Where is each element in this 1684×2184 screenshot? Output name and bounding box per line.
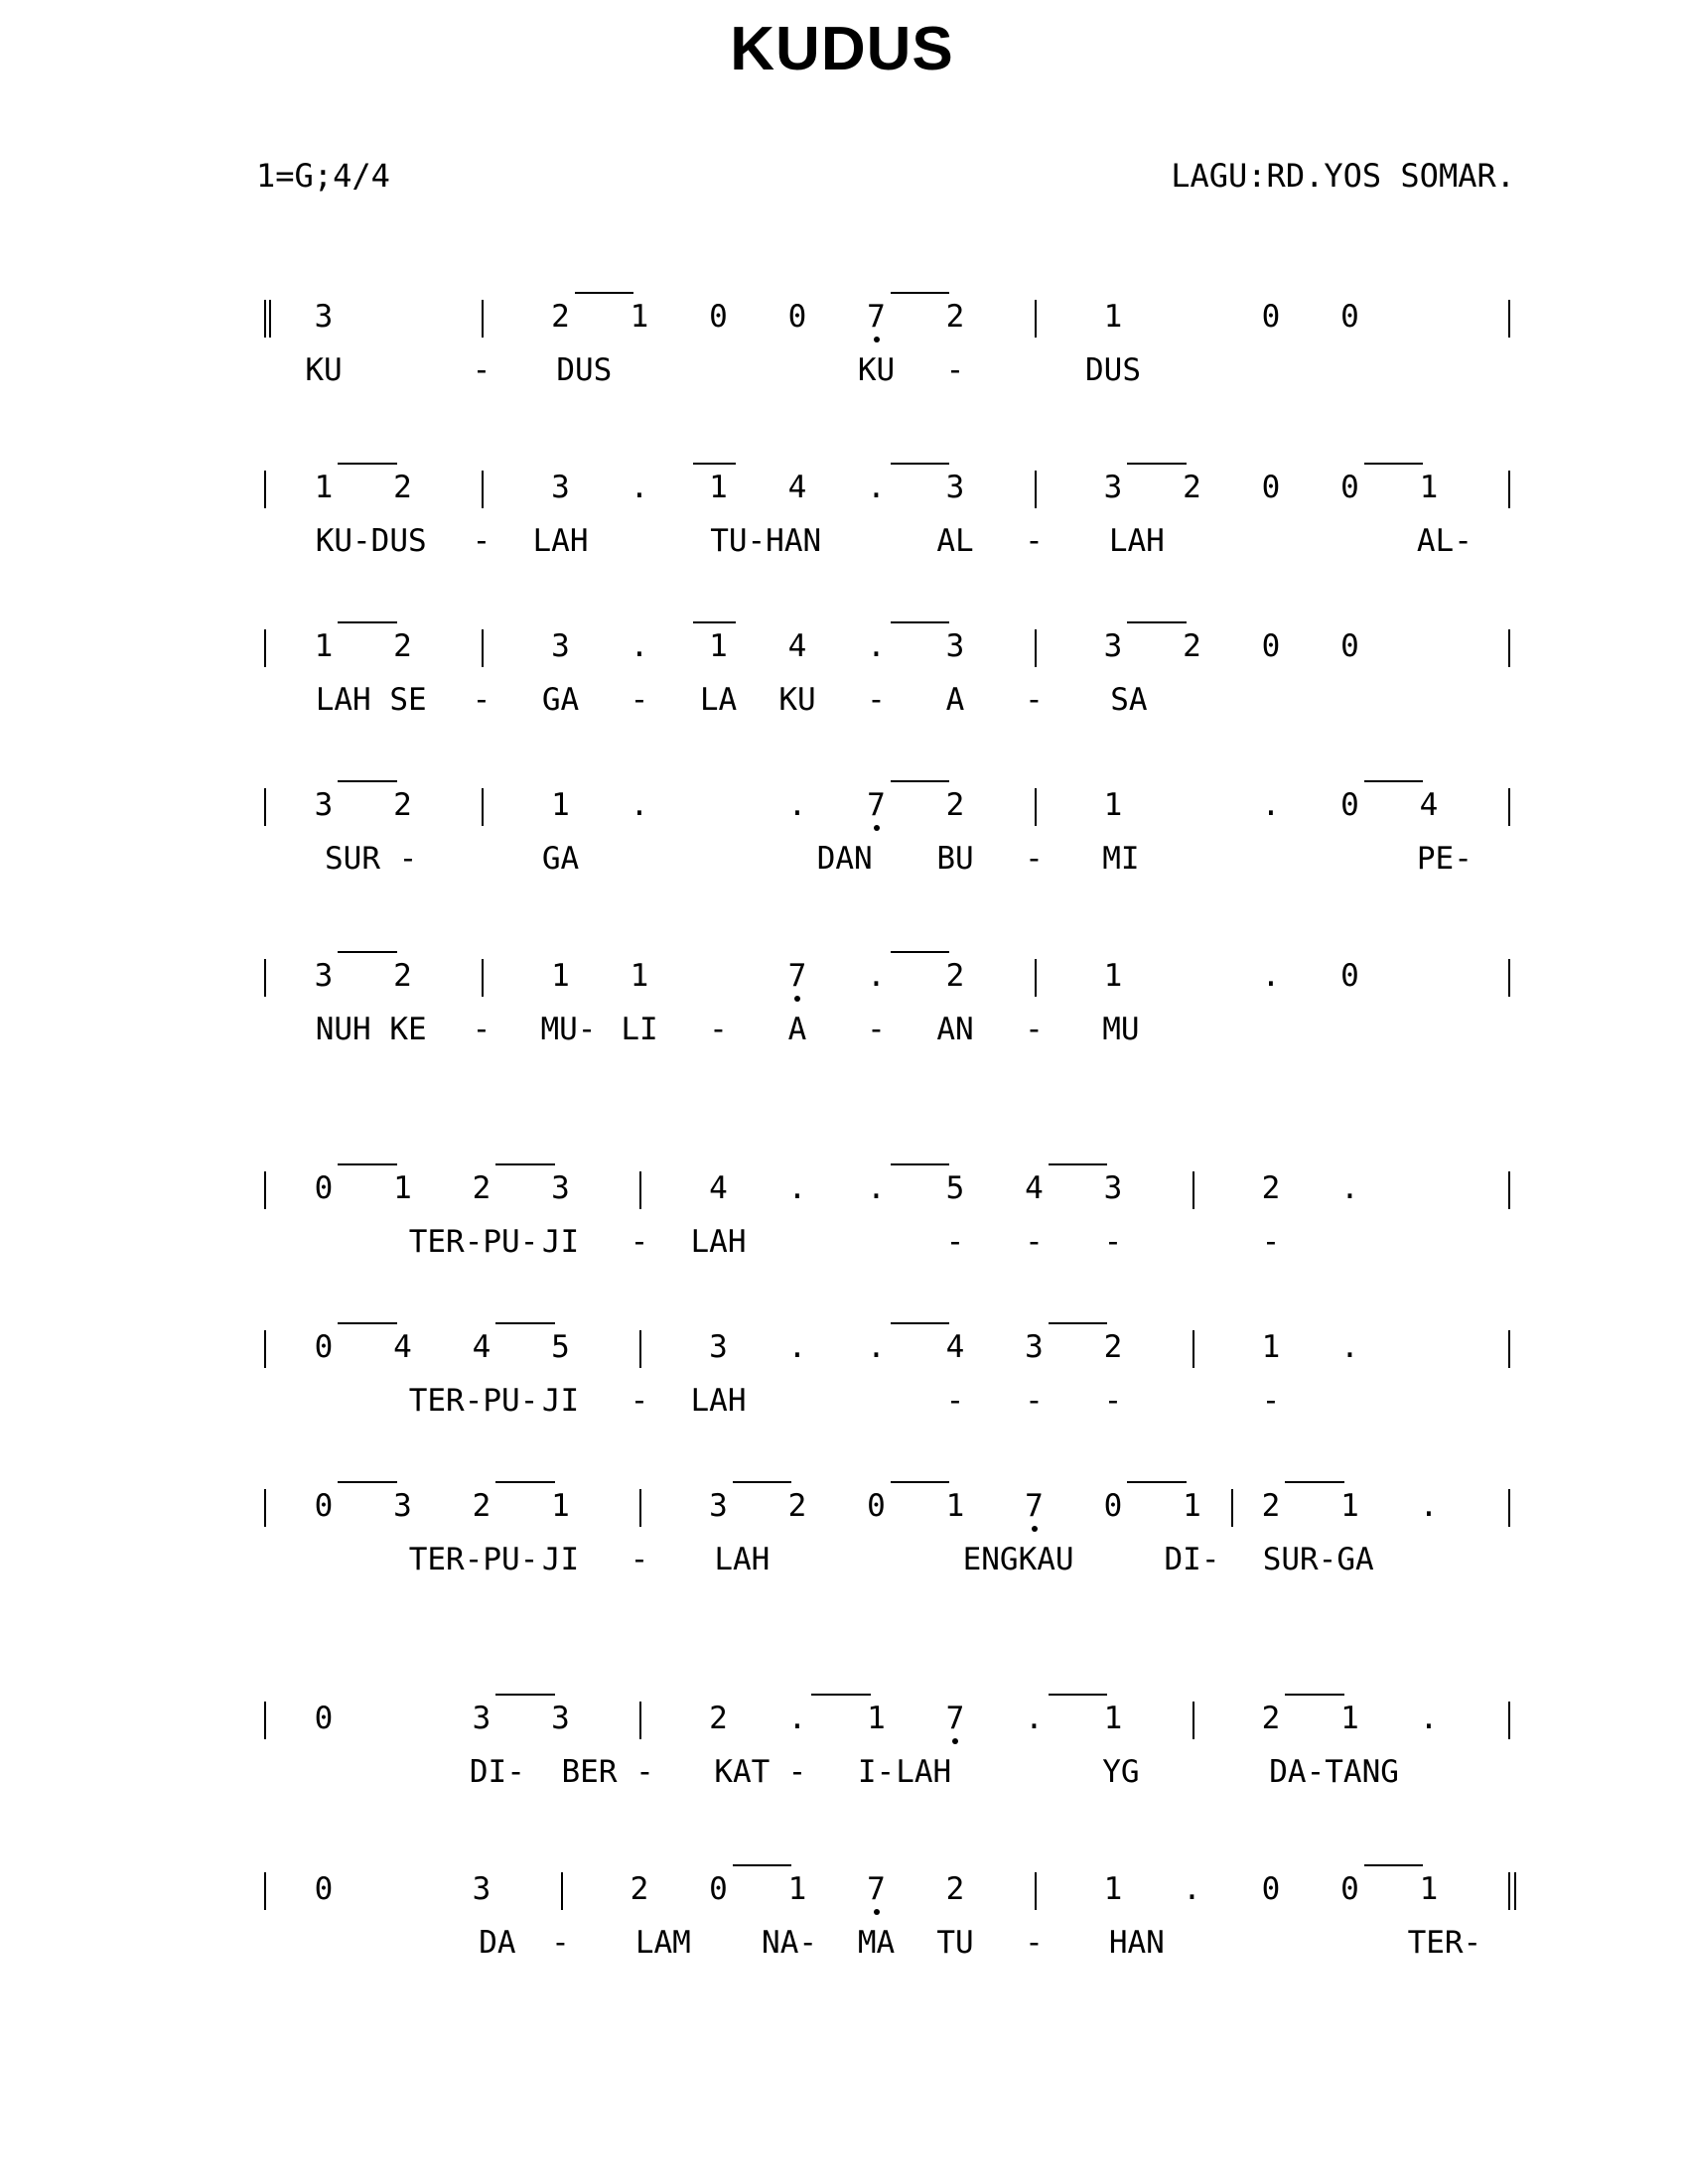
note: 0 (314, 1329, 334, 1365)
lyric-syllable: LAH (714, 1542, 771, 1577)
barline (1508, 1702, 1510, 1739)
note: 0 (1261, 299, 1281, 335)
beam-line (1127, 621, 1187, 623)
note: 0 (1340, 299, 1359, 335)
lyric-syllable: - (787, 1754, 807, 1790)
lyric-syllable: MU- (540, 1012, 597, 1047)
lyric-syllable: - (1261, 1383, 1281, 1419)
lyric-syllable: NUH KE (315, 1012, 427, 1047)
lyric-syllable: KU (857, 352, 896, 388)
note: 2 (709, 1701, 728, 1736)
note: 7 (787, 958, 807, 994)
barline (1193, 1702, 1194, 1739)
opening-barline (264, 788, 266, 826)
barline (1035, 629, 1037, 667)
beam-line (891, 621, 950, 623)
note: 1 (630, 958, 649, 994)
rhythm-dot: . (787, 1329, 807, 1365)
lyric-syllable: LAM (634, 1925, 691, 1961)
lyric-syllable: LAH (896, 1754, 952, 1790)
lyric-syllable: - (945, 1224, 965, 1260)
beam-line (693, 621, 737, 623)
barline (1035, 471, 1037, 508)
note: 2 (945, 958, 965, 994)
note: 4 (945, 1329, 965, 1365)
rhythm-dot: . (787, 1170, 807, 1206)
lyric-syllable: AL- (1416, 523, 1473, 559)
note: 2 (945, 299, 965, 335)
note: 0 (709, 299, 728, 335)
opening-barline (264, 959, 266, 997)
note: 0 (787, 299, 807, 335)
beam-line (338, 1163, 397, 1165)
barline (1035, 300, 1037, 338)
note: 1 (1103, 299, 1123, 335)
composer-credit: LAGU:RD.YOS SOMAR. (1171, 157, 1515, 195)
rhythm-dot: . (630, 787, 649, 823)
note: 1 (867, 1701, 886, 1736)
lower-octave-dot (874, 1909, 880, 1915)
barline (482, 471, 484, 508)
beam-line (1364, 1864, 1424, 1866)
rhythm-dot: . (630, 628, 649, 664)
beam-line (495, 1163, 555, 1165)
lyric-syllable: LAH (690, 1383, 747, 1419)
lyric-syllable: - (630, 682, 649, 718)
opening-barline (264, 1872, 266, 1910)
note: 3 (945, 628, 965, 664)
note: 1 (1419, 1871, 1439, 1907)
barline (482, 300, 484, 338)
lyric-syllable: NA- (762, 1925, 818, 1961)
note: 4 (709, 1170, 728, 1206)
lyric-syllable: A (787, 1012, 807, 1047)
lyric-syllable: JI (541, 1542, 580, 1577)
beam-line (891, 951, 950, 953)
note: 2 (393, 628, 412, 664)
lyric-syllable: TU (936, 1925, 974, 1961)
note: 5 (945, 1170, 965, 1206)
lyric-syllable: - (472, 682, 491, 718)
lyric-syllable: SUR-GA (1262, 1542, 1374, 1577)
lyric-syllable: LAH (690, 1224, 747, 1260)
note: 3 (1025, 1329, 1044, 1365)
note: 2 (945, 787, 965, 823)
opening-barline (264, 1171, 266, 1209)
note: 3 (1103, 470, 1123, 505)
note: 2 (472, 1170, 491, 1206)
lyric-syllable: LI (621, 1012, 658, 1047)
barline (1508, 1330, 1510, 1368)
note: 4 (787, 470, 807, 505)
note: 0 (1340, 958, 1359, 994)
note: 3 (945, 470, 965, 505)
note: 2 (1261, 1488, 1281, 1524)
note: 3 (1103, 628, 1123, 664)
barline (1508, 788, 1510, 826)
note: 2 (1183, 470, 1201, 505)
rhythm-dot: . (787, 787, 807, 823)
note: 7 (867, 1871, 886, 1907)
lyric-syllable: BU (936, 841, 974, 877)
note: 2 (393, 470, 412, 505)
note: 0 (314, 1170, 334, 1206)
rhythm-dot: . (1025, 1701, 1044, 1736)
note: 0 (1340, 628, 1359, 664)
rhythm-dot: . (867, 1170, 886, 1206)
rhythm-dot: . (1340, 1329, 1359, 1365)
note: 2 (551, 299, 570, 335)
lyric-syllable: - (1103, 1383, 1123, 1419)
barline (1193, 1171, 1194, 1209)
rhythm-dot: . (867, 470, 886, 505)
barline (482, 788, 484, 826)
note: 2 (945, 1871, 965, 1907)
beam-line (733, 1481, 792, 1483)
lower-octave-dot (794, 996, 800, 1002)
opening-barline (264, 1702, 266, 1739)
lyric-syllable: - (472, 523, 491, 559)
note: 0 (1340, 787, 1359, 823)
note: 4 (1419, 787, 1439, 823)
lyric-syllable: - (472, 352, 491, 388)
note: 4 (1025, 1170, 1044, 1206)
note: 3 (709, 1329, 728, 1365)
note: 1 (1261, 1329, 1281, 1365)
beam-line (495, 1322, 555, 1324)
lyric-syllable: AL (936, 523, 974, 559)
note: 0 (314, 1488, 334, 1524)
beam-line (891, 780, 950, 782)
lower-octave-dot (1032, 1526, 1038, 1532)
lyric-syllable: DUS (556, 352, 613, 388)
note: 1 (1103, 1871, 1123, 1907)
note: 2 (393, 958, 412, 994)
beam-line (733, 1864, 792, 1866)
note: 2 (1183, 628, 1201, 664)
note: 1 (551, 1488, 570, 1524)
note: 0 (1340, 1871, 1359, 1907)
note: 1 (709, 470, 728, 505)
rhythm-dot: . (1419, 1488, 1439, 1524)
note: 1 (1183, 1488, 1201, 1524)
beam-line (1364, 463, 1424, 465)
note: 3 (314, 299, 334, 335)
beam-line (891, 292, 950, 294)
lyric-syllable: GA (541, 841, 580, 877)
beam-line (1285, 1694, 1344, 1696)
note: 1 (1103, 1701, 1123, 1736)
note: 0 (1103, 1488, 1123, 1524)
note: 0 (1261, 470, 1281, 505)
barline (1193, 1330, 1194, 1368)
lyric-syllable: LAH (532, 523, 589, 559)
note: 0 (867, 1488, 886, 1524)
lyric-syllable: JI (541, 1383, 580, 1419)
barline (1035, 1872, 1037, 1910)
note: 3 (1103, 1170, 1123, 1206)
lyric-syllable: - (1025, 682, 1044, 718)
lyric-syllable: - (1025, 1383, 1044, 1419)
barline (482, 629, 484, 667)
lyric-syllable: - (630, 1383, 649, 1419)
opening-barline (264, 300, 266, 338)
barline (1508, 471, 1510, 508)
note: 1 (393, 1170, 412, 1206)
note: 1 (630, 299, 649, 335)
note: 0 (314, 1701, 334, 1736)
lyric-syllable: - (1025, 1224, 1044, 1260)
barline (1508, 300, 1510, 338)
lyric-syllable: - (472, 1012, 491, 1047)
lyric-syllable: - (1025, 1012, 1044, 1047)
lyric-syllable: TER- (1407, 1925, 1482, 1961)
opening-barline (264, 471, 266, 508)
final-barline (1514, 1872, 1516, 1910)
lyric-syllable: PE- (1416, 841, 1473, 877)
barline (639, 1330, 641, 1368)
lyric-syllable: - (1025, 1925, 1044, 1961)
rhythm-dot: . (867, 628, 886, 664)
lyric-syllable: SUR - (325, 841, 418, 877)
note: 1 (1419, 470, 1439, 505)
barline (482, 959, 484, 997)
note: 3 (314, 958, 334, 994)
note: 0 (314, 1871, 334, 1907)
rhythm-dot: . (630, 470, 649, 505)
rhythm-dot: . (867, 958, 886, 994)
lyric-syllable: LAH (1108, 523, 1165, 559)
rhythm-dot: . (1419, 1701, 1439, 1736)
rhythm-dot: . (1261, 787, 1281, 823)
lyric-syllable: - (1025, 523, 1044, 559)
lyric-syllable: DI- (469, 1754, 525, 1790)
beam-line (495, 1694, 555, 1696)
note: 1 (314, 470, 334, 505)
note: 2 (1103, 1329, 1123, 1365)
lyric-syllable: TER-PU- (408, 1383, 539, 1419)
note: 1 (1103, 958, 1123, 994)
lyric-syllable: DA (479, 1925, 516, 1961)
beam-line (575, 292, 634, 294)
beam-line (338, 463, 397, 465)
beam-line (811, 1694, 871, 1696)
lyric-syllable: - (1261, 1224, 1281, 1260)
note: 1 (709, 628, 728, 664)
lyric-syllable: KAT (714, 1754, 771, 1790)
lyric-syllable: - (945, 352, 965, 388)
rhythm-dot: . (1183, 1871, 1201, 1907)
lyric-syllable: AN (936, 1012, 974, 1047)
opening-barline (269, 300, 271, 338)
lyric-syllable: ENGKAU (962, 1542, 1074, 1577)
lyric-syllable: HAN (1108, 1925, 1165, 1961)
barline (1508, 629, 1510, 667)
rhythm-dot: . (1340, 1170, 1359, 1206)
note: 4 (472, 1329, 491, 1365)
lyric-syllable: DA-TANG (1269, 1754, 1399, 1790)
barline (639, 1171, 641, 1209)
lower-octave-dot (952, 1738, 958, 1744)
key-signature: 1=G;4/4 (256, 157, 390, 195)
note: 3 (472, 1701, 491, 1736)
beam-line (1049, 1694, 1108, 1696)
barline (1508, 1171, 1510, 1209)
opening-barline (264, 629, 266, 667)
note: 1 (314, 628, 334, 664)
beam-line (891, 1481, 950, 1483)
note: 1 (1340, 1701, 1359, 1736)
note: 1 (551, 787, 570, 823)
note: 2 (472, 1488, 491, 1524)
note: 1 (1103, 787, 1123, 823)
note: 3 (551, 1701, 570, 1736)
barline (1508, 959, 1510, 997)
rhythm-dot: . (1261, 958, 1281, 994)
note: 1 (787, 1871, 807, 1907)
note: 0 (1261, 628, 1281, 664)
note: 0 (1340, 470, 1359, 505)
lyric-syllable: LA (699, 682, 738, 718)
beam-line (891, 1163, 950, 1165)
lyric-syllable: DI- (1164, 1542, 1220, 1577)
beam-line (693, 463, 737, 465)
lyric-syllable: DAN (816, 841, 873, 877)
beam-line (891, 463, 950, 465)
lyric-syllable: A (945, 682, 965, 718)
lyric-syllable: - (1103, 1224, 1123, 1260)
note: 4 (787, 628, 807, 664)
lower-octave-dot (874, 337, 880, 342)
beam-line (1364, 780, 1424, 782)
barline (639, 1489, 641, 1527)
lyric-syllable: I- (857, 1754, 896, 1790)
note: 2 (1261, 1170, 1281, 1206)
note: 1 (945, 1488, 965, 1524)
note: 3 (393, 1488, 412, 1524)
note: 4 (393, 1329, 412, 1365)
note: 2 (1261, 1701, 1281, 1736)
note: 5 (551, 1329, 570, 1365)
lyric-syllable: KU (305, 352, 343, 388)
lyric-syllable: - (630, 1224, 649, 1260)
rhythm-dot: . (787, 1701, 807, 1736)
beam-line (1285, 1481, 1344, 1483)
beam-line (1127, 463, 1187, 465)
lyric-syllable: TER-PU- (408, 1224, 539, 1260)
lyric-syllable: JI (541, 1224, 580, 1260)
lyric-syllable: - (630, 1542, 649, 1577)
beam-line (338, 1322, 397, 1324)
lyric-syllable: MI (1102, 841, 1140, 877)
beam-line (1127, 1481, 1187, 1483)
beam-line (1049, 1322, 1108, 1324)
beam-line (891, 1322, 950, 1324)
barline (1231, 1489, 1233, 1527)
rhythm-dot: . (867, 1329, 886, 1365)
lyric-syllable: - (945, 1383, 965, 1419)
lyric-syllable: KU-DUS (315, 523, 427, 559)
note: 2 (630, 1871, 649, 1907)
lyric-syllable: MA (857, 1925, 896, 1961)
lyric-syllable: KU (778, 682, 816, 718)
note: 1 (1340, 1488, 1359, 1524)
barline (1508, 1489, 1510, 1527)
lower-octave-dot (874, 825, 880, 831)
song-title: KUDUS (730, 15, 954, 83)
lyric-syllable: YG (1102, 1754, 1140, 1790)
note: 7 (1025, 1488, 1044, 1524)
lyric-syllable: BER - (561, 1754, 654, 1790)
lyric-syllable: DUS (1085, 352, 1141, 388)
beam-line (338, 621, 397, 623)
note: 3 (709, 1488, 728, 1524)
barline (1035, 788, 1037, 826)
lyric-syllable: TER-PU- (408, 1542, 539, 1577)
final-barline (1508, 1872, 1510, 1910)
lyric-syllable: - (709, 1012, 728, 1047)
note: 3 (472, 1871, 491, 1907)
note: 7 (945, 1701, 965, 1736)
lyric-syllable: - (867, 1012, 886, 1047)
opening-barline (264, 1489, 266, 1527)
note: 7 (867, 299, 886, 335)
barline (1035, 959, 1037, 997)
note: 3 (551, 628, 570, 664)
lyric-syllable: - (1025, 841, 1044, 877)
lyric-syllable: MU (1102, 1012, 1140, 1047)
beam-line (338, 951, 397, 953)
note: 0 (1261, 1871, 1281, 1907)
beam-line (338, 780, 397, 782)
note: 7 (867, 787, 886, 823)
note: 0 (709, 1871, 728, 1907)
lyric-syllable: - (551, 1925, 570, 1961)
barline (639, 1702, 641, 1739)
note: 3 (551, 1170, 570, 1206)
note: 2 (787, 1488, 807, 1524)
lyric-syllable: TU-HAN (710, 523, 822, 559)
lyric-syllable: LAH SE (315, 682, 427, 718)
note: 3 (551, 470, 570, 505)
note: 3 (314, 787, 334, 823)
beam-line (495, 1481, 555, 1483)
note: 2 (393, 787, 412, 823)
beam-line (338, 1481, 397, 1483)
lyric-syllable: GA (541, 682, 580, 718)
barline (561, 1872, 563, 1910)
note: 1 (551, 958, 570, 994)
lyric-syllable: SA (1110, 682, 1148, 718)
lyric-syllable: - (867, 682, 886, 718)
beam-line (1049, 1163, 1108, 1165)
opening-barline (264, 1330, 266, 1368)
